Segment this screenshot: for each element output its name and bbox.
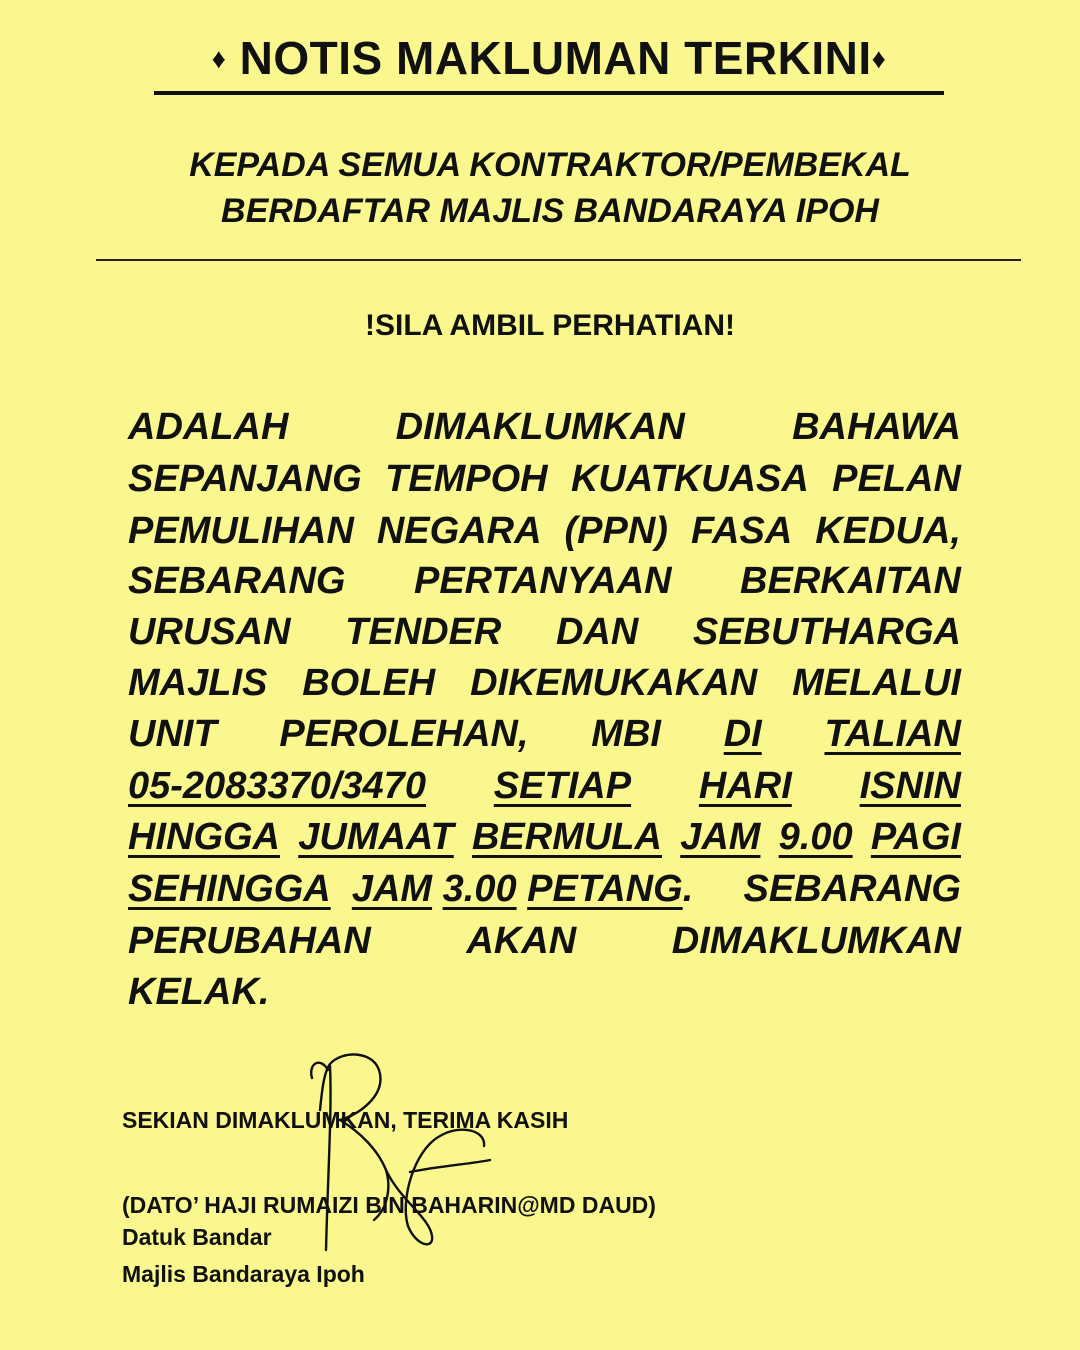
body-word: PERUBAHAN (128, 920, 371, 962)
divider-rule (96, 259, 1021, 261)
body-word-underlined: JAM (680, 816, 761, 858)
body-line-4 (128, 555, 961, 607)
body-word: TENDER (345, 611, 502, 653)
body-word: TEMPOH (385, 458, 548, 500)
body-word: PEMULIHAN (128, 510, 354, 552)
body-word: PEROLEHAN, (279, 713, 529, 755)
body-word-underlined: HARI (698, 765, 792, 807)
body-line-9 (128, 811, 961, 863)
body-word: FASA (690, 510, 793, 552)
addressee-line-2: BERDAFTAR MAJLIS BANDARAYA IPOH (221, 192, 879, 230)
body-word-underlined: 9.00 (778, 816, 853, 858)
body-word: (PPN) (564, 510, 668, 552)
body-word-underlined: HINGGA (128, 816, 280, 858)
body-word: PERTANYAAN (413, 560, 672, 602)
body-word-underlined: DI (723, 713, 762, 755)
body-word-underlined: SETIAP (493, 765, 632, 807)
body-word-underlined: TALIAN (824, 713, 961, 755)
diamond-right-icon: ♦ (871, 43, 887, 74)
body-word: PELAN (832, 458, 961, 500)
body-word-underlined: SEHINGGA (128, 868, 331, 910)
body-word: ADALAH (128, 406, 289, 448)
body-word: SEPANJANG (128, 458, 362, 500)
body-word: AKAN (466, 920, 577, 962)
addressee-line-1: KEPADA SEMUA KONTRAKTOR/PEMBEKAL (189, 146, 911, 184)
body-word: KUATKUASA (570, 458, 809, 500)
body-word-underlined: 3.00 (442, 868, 517, 910)
body-word-underlined: JAM (351, 868, 433, 910)
body-word: MAJLIS (128, 662, 268, 704)
signatory-name: (DATO’ HAJI RUMAIZI BIN BAHARIN@MD DAUD) (122, 1192, 656, 1218)
diamond-left-icon: ♦ (211, 43, 227, 74)
body-line-2 (128, 453, 961, 505)
body-word: URUSAN (128, 611, 291, 653)
body-word: BAHAWA (792, 406, 961, 448)
body-word-underlined: ISNIN (859, 765, 961, 807)
body-line-6 (128, 657, 961, 709)
notice-title-text: NOTIS MAKLUMAN TERKINI (239, 32, 872, 84)
body-word: DIMAKLUMKAN (395, 406, 685, 448)
body-line-1 (128, 401, 961, 453)
body-line-12 (128, 966, 961, 1018)
body-word-underlined: BERMULA (471, 816, 662, 858)
closing-text: SEKIAN DIMAKLUMKAN, TERIMA KASIH (122, 1107, 569, 1133)
body-word: DAN (555, 611, 639, 653)
attention-heading: !SILA AMBIL PERHATIAN! (365, 309, 735, 342)
body-word: DIMAKLUMKAN (671, 920, 961, 962)
body-line-3 (128, 505, 961, 557)
body-punctuation: . (682, 868, 694, 910)
body-line-10 (128, 863, 961, 915)
body-word: NEGARA (376, 510, 542, 552)
body-word: MELALUI (792, 662, 961, 704)
signatory-organization: Majlis Bandaraya Ipoh (122, 1261, 365, 1287)
body-word: DIKEMUKAKAN (470, 662, 758, 704)
body-word: SEBUTHARGA (692, 611, 961, 653)
body-word: KELAK. (128, 971, 270, 1013)
body-line-8 (128, 760, 961, 812)
body-word: MBI (591, 713, 661, 755)
body-word: SEBARANG (743, 868, 961, 910)
body-word: SEBARANG (128, 560, 346, 602)
body-word: BERKAITAN (740, 560, 961, 602)
body-word-underlined: PETANG (527, 868, 683, 910)
body-line-7 (128, 708, 961, 760)
notice-title (154, 30, 944, 95)
body-word-underlined: PAGI (870, 816, 961, 858)
handwritten-signature (290, 1050, 510, 1260)
body-word: UNIT (128, 713, 217, 755)
body-word: KEDUA, (815, 510, 961, 552)
body-line-11 (128, 915, 961, 967)
signatory-title: Datuk Bandar (122, 1224, 272, 1250)
body-word-underlined: JUMAAT (298, 816, 454, 858)
body-line-5 (128, 606, 961, 658)
phone-number: 05-2083370/3470 (128, 765, 426, 807)
body-word: BOLEH (302, 662, 436, 704)
